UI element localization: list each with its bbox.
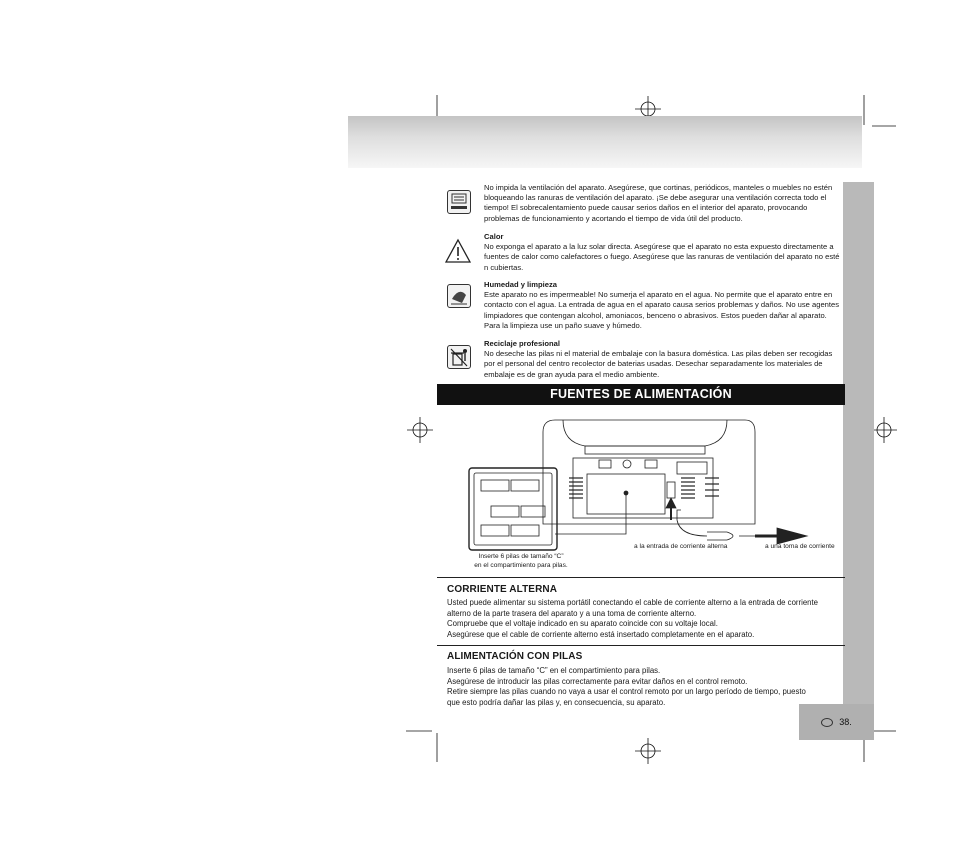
section-divider [437, 577, 845, 578]
ac-input-label: a la entrada de corriente alterna [634, 543, 728, 550]
battery-line: que esto podría dañar las pilas y, en consecuencia, su aparato. [447, 697, 666, 707]
humidity-title: Humedad y limpieza [484, 280, 558, 289]
recycle-bin-icon [447, 345, 471, 369]
humidity-paragraph [484, 280, 840, 331]
humidity-text: Este aparato no es impermeable! No sumerja el aparato en el agua. No permite que el aparato entre en contacto con el agua. La entrada de agua en el aparato causa serios problemas y daños. No use agentes limpiadores que contengan alcohol, amoniacos, benceno o abrasivos. Estos pueden dañar al aparato. Para la limpieza use un paño suave y húmedo. [484, 290, 840, 330]
ac-line: alterno de la parte trasera del aparato y a una toma de corriente alterno. [447, 608, 697, 618]
ac-line: Compruebe que el voltaje indicado en su aparato coincide con su voltaje local. [447, 619, 718, 629]
water-splash-icon [447, 284, 471, 308]
warning-triangle-icon [445, 238, 471, 264]
battery-section-title: ALIMENTACIÓN CON PILAS [447, 651, 583, 662]
battery-caption [456, 552, 586, 570]
battery-caption-line-1: Inserte 6 pilas de tamaño “C” [478, 553, 564, 560]
battery-section-body [447, 666, 843, 708]
ventilation-paragraph [484, 183, 840, 224]
section-divider [437, 645, 845, 646]
heat-title: Calor [484, 232, 504, 241]
battery-line: Inserte 6 pilas de tamaño “C” en el compartimiento para pilas. [447, 666, 661, 675]
ac-section-title: CORRIENTE ALTERNA [447, 584, 558, 595]
heat-paragraph [484, 232, 840, 273]
ventilation-text: No impida la ventilación del aparato. Asegúrese, que cortinas, periódicos, manteles o muebles no estén bloqueando las ranuras de ventilación del aparato. ¡Se debe asegurar una ventilación correcta todo el tiempo! El sobrecalentamiento puede causar serios daños en el interior del aparato, provocando problemas de funcionamiento y acortando el tiempo de vida útil del producto. [484, 183, 833, 223]
heat-text: No exponga el aparato a la luz solar directa. Asegúrese que el aparato no esta expuesto directamente a fuentes de calor como calefactores o fuego. Asegúrese que las ranuras de ventilación del aparato no esté n cubiertas. [484, 242, 840, 272]
recycling-title: Reciclaje profesional [484, 339, 560, 348]
header-band [348, 116, 862, 168]
ac-line: Asegúrese que el cable de corriente alterno está insertado completamente en el aparato. [447, 629, 755, 639]
side-tab [843, 182, 874, 740]
battery-line: Asegúrese de introducir las pilas correctamente para evitar daños en el control remoto. [447, 676, 748, 686]
battery-line: Retire siempre las pilas cuando no vaya a usar el control remoto por un largo período de tiempo, puesto [447, 687, 806, 697]
recycling-paragraph [484, 339, 840, 380]
outlet-label: a una toma de corriente [765, 543, 835, 550]
recycling-text: No deseche las pilas ni el material de embalaje con la basura doméstica. Las pilas deben ser recogidas por el personal del centro recolector de baterias usadas. Desechar separadamente los materiales de embalaje es de gran ayuda para el medio ambiente. [484, 349, 833, 379]
ventilation-icon [447, 190, 471, 214]
power-sources-banner: FUENTES DE ALIMENTACIÓN [437, 384, 845, 405]
ac-section-body [447, 598, 843, 640]
page-number: 38. [839, 717, 852, 727]
language-globe-icon [821, 718, 833, 727]
ac-line: Usted puede alimentar su sistema portátil conectando el cable de corriente alterno a la entrada de corriente [447, 598, 819, 607]
battery-caption-line-2: en el compartimiento para pilas. [474, 562, 568, 569]
page-number-box [799, 704, 874, 740]
